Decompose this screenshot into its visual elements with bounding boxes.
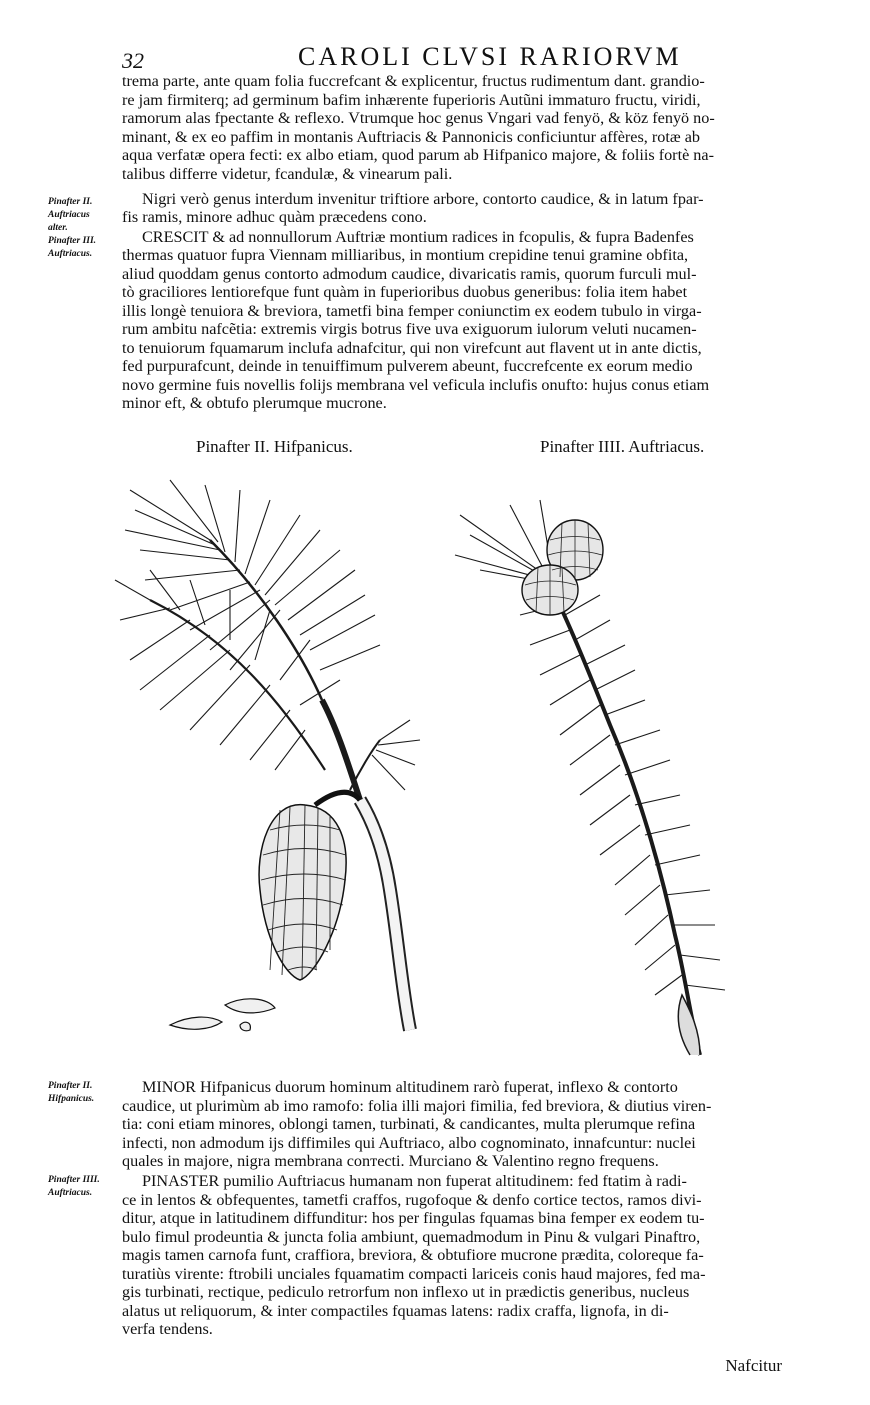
text-line: illis longè tenuiora & breviora, tametfi bina femper coniunctim ex eodem tubulo in virga- [122,301,702,320]
margin-note-line: Auftriacus. [48,249,93,259]
text-line: verfa tendens. [122,1320,213,1338]
text-line: ce in lentos & obfequentes, tametfi craffos, rugofoque & denfo cortice tectos, ramos divi- [122,1190,702,1209]
margin-note-line: Pinafter II. [48,197,93,207]
page-header [118,42,810,76]
text-line: ramorum alas fpectante & reflexo. Vtrumque hoc genus Vngari vad fenyö, & köz fenyö no- [122,109,715,127]
text-top [122,72,792,183]
text-line: thermas quatuor fupra Viennam milliaribus, in montium crepidine tenui gramine obfita, [122,246,689,264]
page-number: 32 [122,48,144,73]
margin-note-line: alter. [48,223,68,233]
text-line: PINASTER pumilio Auftriacus humanam non fuperat altitudinem: fed ftatim à radi- [142,1172,687,1190]
paragraph-minor-first [142,1078,792,1097]
margin-note-line: Auftriacus. [48,1188,93,1198]
paragraph-pinaster [122,1191,792,1339]
margin-note-line: Hifpanicus. [48,1094,95,1104]
paragraph-niger [142,190,792,209]
paragraph-minor [122,1097,792,1171]
text-line: bulo fimul prodeuntia & juncta folia ambiunt, quemadmodum in Pinu & vulgari Pinaftro, [122,1227,701,1246]
margin-note-line: Pinafter II. [48,1081,93,1091]
text-line: talibus differre videtur, fcandulæ, & vinearum pali. [122,164,453,183]
text-line: infecti, non admodum ijs diffimiles qui Auftriaco, albo cognominato, innafcuntur: nuclei [122,1133,696,1152]
text-line: rum ambitu nafcẽtia: extremis virgis botrus five uva exiguorum iulorum veluti nucamen- [122,320,697,338]
paragraph-pinaster-first [142,1172,792,1191]
text-line: ditur, atque in latitudinem diffunditur: hos per fingulas fquamas bina femper ex eodem tu- [122,1209,705,1227]
catchword: Nafcitur [725,1356,782,1375]
text-line: tia: coni etiam minores, oblongi tamen, turbinati, & candicantes, multa plerumque refina [122,1115,696,1133]
paragraph-crescit-first [142,228,792,247]
text-line: caudice, ut plurimùm ab imo ramofo: folia illi majori fimilia, fed breviora, & diutius viren- [122,1096,712,1115]
illustration-pinaster-hispanicus [110,470,450,1060]
running-title: CAROLI CLVSI RARIORVM [298,42,682,71]
margin-note-line: Auftriacus [48,210,90,220]
text-line: gis turbinati, rectique, pediculo retrorfum non inflexo ut in prædictis generibus, nucleus [122,1283,690,1301]
margin-note-top [48,196,128,261]
text-line: aqua verfatæ opera fecti: ex albo etiam, quod parum ab Hifpanico majore, & foliis fortè na- [122,146,714,164]
text-line: CRESCIT & ad nonnullorum Auftriæ montium radices in fcopulis, & fupra Badenfes [142,228,694,246]
text-line: Nigri verò genus interdum invenitur triftiore arbore, contorto caudice, & in latum fpar- [142,190,704,208]
text-line: fis ramis, minore adhuc quàm præcedens cono. [122,208,427,226]
margin-note-line: Pinafter IIII. [48,1175,100,1185]
text-line: alatus ut reliquorum, & inter compactiles fquamas latens: radix craffa, lignofa, in di- [122,1301,669,1320]
text-line: trema parte, ante quam folia fuccrefcant & explicentur, fructus rudimentum dant. grandio- [122,72,705,90]
text-line: aliud quoddam genus contorto admodum caudice, divaricatis ramis, quorum furculi mul- [122,264,697,283]
paragraph-crescit [122,246,792,413]
text-line: magis tamen carnofa funt, craffiora, breviora, & obtufiore mucrone prædita, coloreque fa- [122,1246,704,1264]
text-line: MINOR Hifpanicus duorum hominum altitudinem rarò fuperat, inflexo & contorto [142,1078,678,1096]
text-line: re jam firmiterq; ad germinum bafim inhærente fuperioris Autũni immaturo fructu, viridi, [122,90,701,109]
text-line: to tenuiorum fquamarum inclufa adnafcitur, qui non virefcunt aut flavent ut in ante dictis, [122,338,702,357]
margin-note-line: Pinafter III. [48,236,97,246]
caption-right: Pinafter IIII. Auftriacus. [540,437,705,456]
text-line: tò graciliores lentiorefque funt quàm in fuperioribus duobus generibus: folia item habet [122,283,688,301]
text-line: turatiùs virente: ftrobili unciales fquamatim compacti lariceis conis haud majores, fed ma- [122,1264,706,1283]
text-line: fed purpurafcunt, deinde in tenuiffimum pulverem abeunt, fuccrefcente ex eorum medio [122,357,693,375]
text-line: novo germine fuis novellis folijs membrana vel veficula inclufis onufto: hujus conus etiam [122,375,710,394]
paragraph-niger-cont [122,208,792,227]
text-line: minor eft, & obtufo plerumque mucrone. [122,394,387,412]
illustration-pinaster-austriacus [450,495,760,1065]
text-line: quales in majore, nigra membrana conтecti. Murciano & Valentino regno frequens. [122,1152,659,1170]
text-line: minant, & ex eo paffim in montanis Auftriacis & Pannonicis conficiuntur affères, rotæ ab [122,127,700,146]
margin-note-minor [48,1080,128,1106]
margin-note-pinaster [48,1174,128,1200]
caption-left: Pinafter II. Hifpanicus. [196,437,353,456]
